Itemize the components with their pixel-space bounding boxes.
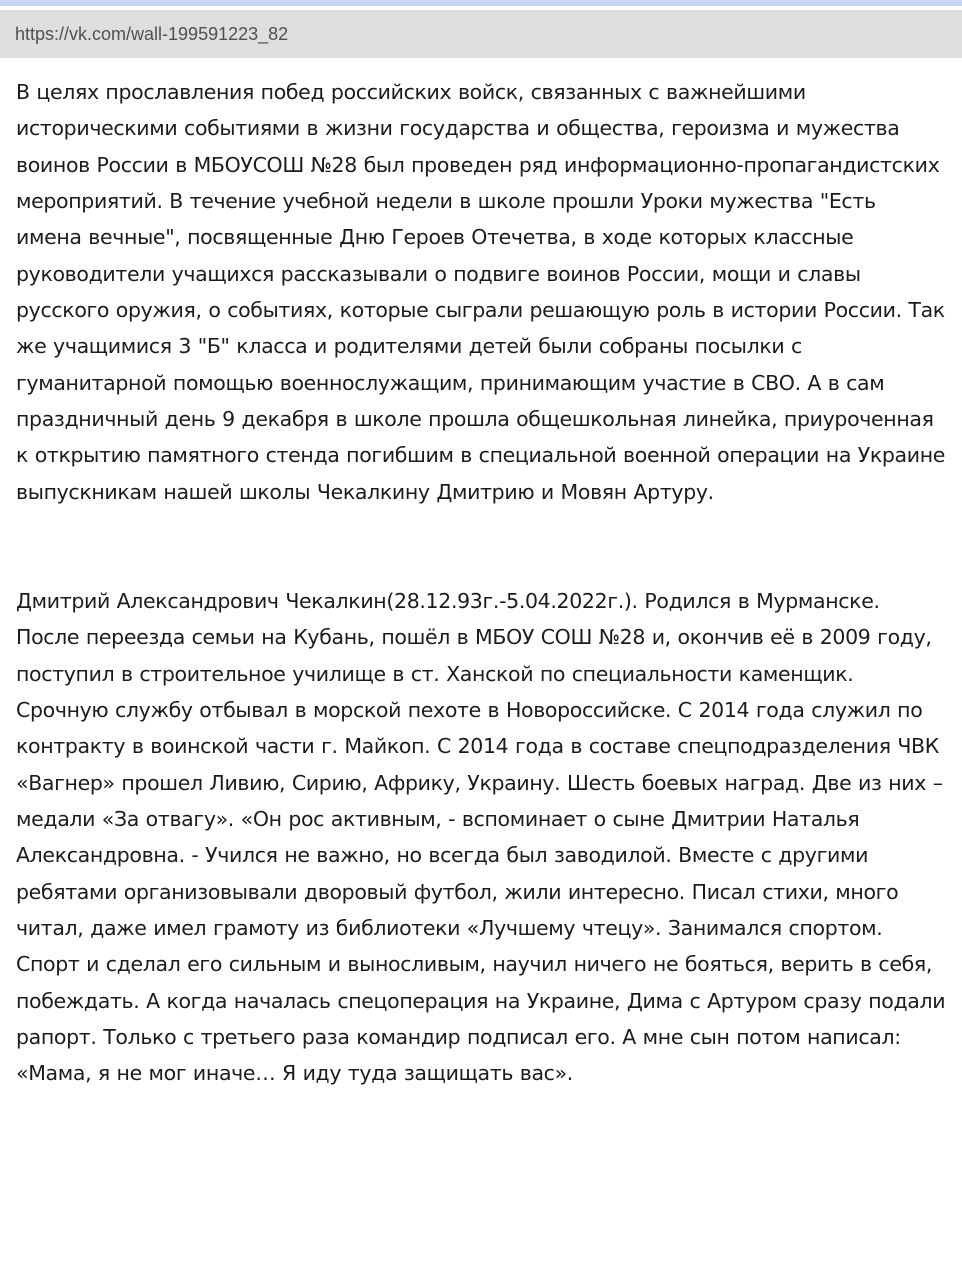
url-input[interactable]: https://vk.com/wall-199591223_82 <box>0 10 962 58</box>
address-bar <box>0 0 962 58</box>
post-paragraph-school-events: В целях прославления побед российских войск, связанных с важнейшими историческими событиями в жизни государства и общества, героизма и мужества воинов России в МБОУСОШ №28 был проведен ряд информационно-пропагандистских мероприятий. В течение учебной недели в школе прошли Уроки мужества "Есть имена вечные", посвященные Дню Героев Отечетва, в ходе которых классные руководители учащихся рассказывали о подвиге воинов России, мощи и славы русского оружия, о событиях, которые сыграли решающую роль в истории России. Так же учащимися 3 "Б" класса и родителями детей были собраны посылки с гуманитарной помощью военнослужащим, принимающим участие в СВО. А в сам праздничный день 9 декабря в школе прошла общешкольная линейка, приуроченная к открытию памятного стенда погибшим в специальной военной операции на Украине выпускникам нашей школы Чекалкину Дмитрию и Мовян Артуру. <box>16 80 946 504</box>
post-paragraph-biography: Дмитрий Александрович Чекалкин(28.12.93г.-5.04.2022г.). Родился в Мурманске. После переезда семьи на Кубань, пошёл в МБОУ СОШ №28 и, окончив её в 2009 году, поступил в строительное училище в ст. Ханской по специальности каменщик. Срочную службу отбывал в морской пехоте в Новороссийске. С 2014 года служил по контракту в воинской части г. Майкоп. С 2014 года в составе спецподразделения ЧВК «Вагнер» прошел Ливию, Сирию, Африку, Украину. Шесть боевых наград. Две из них – медали «За отвагу». «Он рос активным, - вспоминает о сыне Дмитрии Наталья Александровна. - Учился не важно, но всегда был заводилой. Вместе с другими ребятами организовывали дворовый футбол, жили интересно. Писал стихи, много читал, даже имел грамоту из библиотеки «Лучшему чтецу». Занимался спортом. Спорт и сделал его сильным и выносливым, научил ничего не бояться, верить в себя, побеждать. А когда началась спецоперация на Украине, Дима с Артуром сразу подали рапорт. Только с третьего раза командир подписал его. А мне сын потом написал: «Мама, я не мог иначе… Я иду туда защищать вас». <box>16 588 946 1086</box>
post-content <box>16 74 946 1092</box>
